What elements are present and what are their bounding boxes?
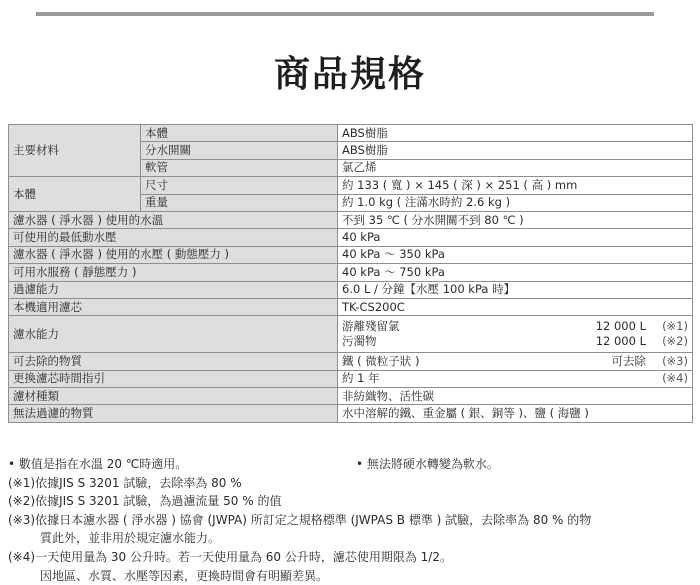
row-label: 可用水服務 ( 靜態壓力 ) — [9, 264, 338, 281]
row-value: 水中溶解的鐵、重金屬 ( 銀、銅等 )、鹽 ( 海鹽 ) — [338, 405, 693, 422]
row-value: 40 kPa — [338, 229, 693, 246]
row-value: 非紡織物、活性碳 — [338, 388, 693, 405]
row-value: 40 kPa ～ 350 kPa — [338, 246, 693, 263]
row-label: 分水開關 — [141, 142, 338, 159]
footnote-continuation: 質此外，並非用於規定濾水能力。 — [40, 531, 221, 546]
row-label: 無法過濾的物質 — [9, 405, 338, 422]
footnote-label: (※4) — [8, 549, 36, 564]
row-value: 不到 35 ℃ ( 分水開關不到 80 ℃ ) — [338, 211, 693, 228]
footnote — [8, 492, 692, 511]
capacity-item — [342, 334, 688, 349]
footnote-continuation: 因地區、水質、水壓等因素，更換時間會有明顯差異。 — [40, 568, 329, 583]
footnote-text: 依據JIS S 3201 試驗，為過濾流量 50 % 的值 — [35, 494, 282, 509]
table-row — [9, 125, 693, 142]
page-title: 商品規格 — [273, 54, 426, 95]
row-label: 尺寸 — [141, 177, 338, 194]
footnote-text: 一天使用量為 30 公升時。若一天使用量為 60 公升時，濾芯使用期限為 1/2。 — [35, 549, 452, 564]
footnote — [8, 548, 692, 567]
row-label: 本體 — [141, 125, 338, 142]
row-value: 約 133 ( 寬 ) × 145 ( 深 ) × 251 ( 高 ) mm — [338, 177, 693, 194]
removable-amount: 可去除 — [611, 353, 646, 368]
capacity-amount: 12 000 L — [595, 319, 646, 334]
row-value — [338, 353, 693, 370]
table-row — [9, 246, 693, 263]
row-value: 氯乙烯 — [338, 159, 693, 176]
footnote-ref: (※3) — [662, 353, 688, 368]
table-row — [9, 281, 693, 298]
row-group-label: 主要材料 — [9, 125, 141, 177]
row-label: 可使用的最低動水壓 — [9, 229, 338, 246]
footnote-ref: (※4) — [662, 371, 688, 386]
top-divider — [36, 12, 654, 16]
table-row — [9, 211, 693, 228]
row-label: 本機適用濾芯 — [9, 298, 338, 315]
footnote-label: (※2) — [8, 494, 36, 509]
row-label: 濾水器 ( 淨水器 ) 使用的水壓 ( 動態壓力 ) — [9, 246, 338, 263]
row-value: ABS樹脂 — [338, 125, 693, 142]
table-row — [9, 388, 693, 405]
footnote — [8, 511, 692, 530]
row-label: 更換濾芯時間指引 — [9, 370, 338, 387]
row-label: 濾水能力 — [9, 316, 338, 353]
footnote-label: (※1) — [8, 475, 36, 490]
row-value: 40 kPa ～ 750 kPa — [338, 264, 693, 281]
table-row — [9, 264, 693, 281]
capacity-name: 污濁物 — [342, 334, 377, 349]
capacity-item — [342, 319, 688, 334]
replace-value: 約 1 年 — [342, 371, 380, 386]
table-row — [9, 405, 693, 422]
row-value: 約 1.0 kg ( 注滿水時約 2.6 kg ) — [338, 194, 693, 211]
removable-name: 鐵 ( 微粒子狀 ) — [342, 353, 420, 368]
table-row — [9, 177, 693, 194]
footnote-ref: (※1) — [662, 319, 688, 334]
row-value: 6.0 L / 分鐘【水壓 100 kPa 時】 — [338, 281, 693, 298]
row-group-label: 本體 — [9, 177, 141, 212]
capacity-amount: 12 000 L — [595, 334, 646, 349]
row-value — [338, 370, 693, 387]
footnote-text: 依據JIS S 3201 試驗，去除率為 80 % — [35, 475, 242, 490]
capacity-name: 游離殘留氯 — [342, 319, 400, 334]
note-bullet: • 數值是指在水溫 20 ℃時適用。 — [8, 457, 188, 471]
row-label: 重量 — [141, 194, 338, 211]
table-row — [9, 353, 693, 370]
footnote-label: (※3) — [8, 512, 36, 527]
capacity-values — [338, 316, 693, 353]
table-row — [9, 298, 693, 315]
row-label: 軟管 — [141, 159, 338, 176]
footnote-text: 依據日本濾水器 ( 淨水器 ) 協會 (JWPA) 所訂定之規格標準 (JWPAS B 標準 ) 試驗，去除率為 80 % 的物 — [35, 512, 592, 527]
table-row — [9, 316, 693, 353]
spec-table — [8, 124, 693, 423]
row-value: ABS樹脂 — [338, 142, 693, 159]
footnote — [8, 474, 692, 493]
row-label: 可去除的物質 — [9, 353, 338, 370]
table-row — [9, 229, 693, 246]
table-row — [9, 370, 693, 387]
note-bullet: • 無法將硬水轉變為軟水。 — [356, 457, 499, 471]
row-label: 濾材種類 — [9, 388, 338, 405]
row-value: TK-CS200C — [338, 298, 693, 315]
row-label: 濾水器 ( 淨水器 ) 使用的水溫 — [9, 211, 338, 228]
footnotes — [8, 455, 692, 585]
footnote-ref: (※2) — [662, 334, 688, 349]
row-label: 過濾能力 — [9, 281, 338, 298]
